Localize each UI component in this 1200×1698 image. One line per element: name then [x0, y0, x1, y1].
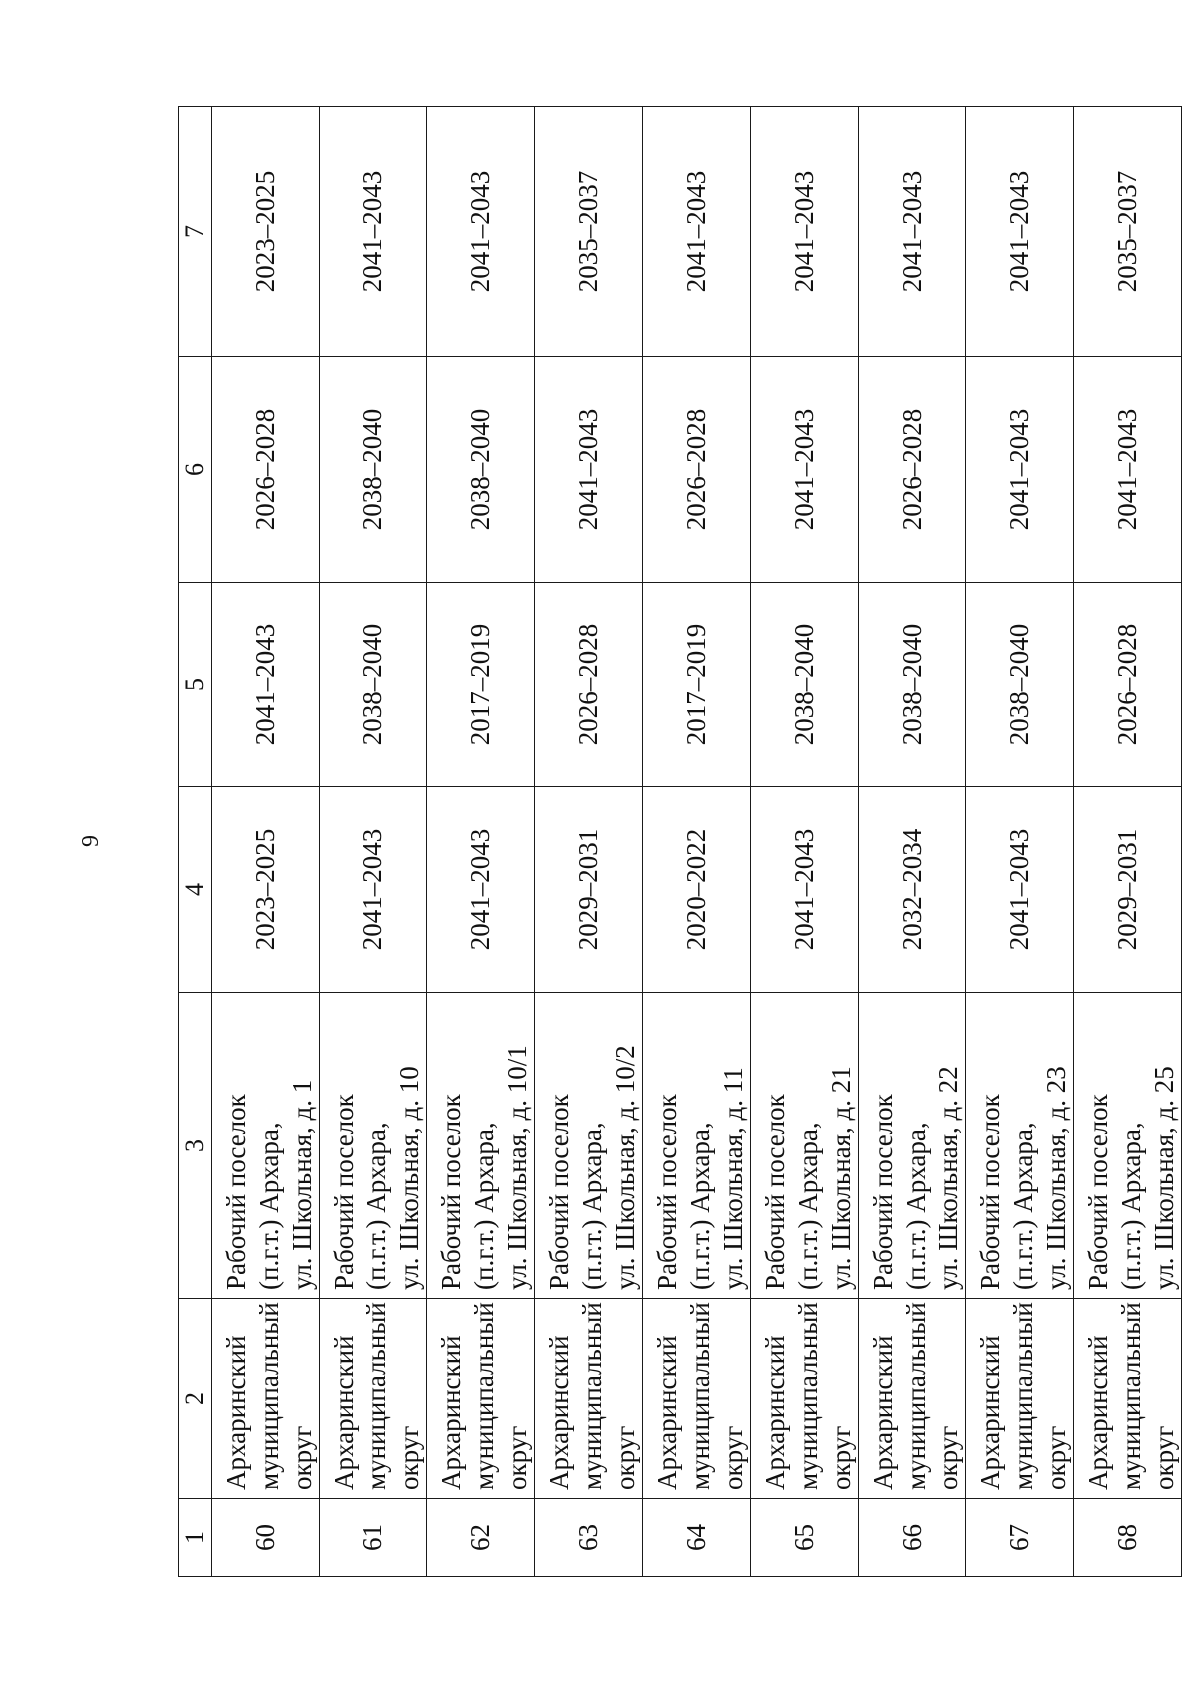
row-number-cell: 68 — [1074, 1499, 1182, 1577]
district-cell-line: муниципальный — [684, 1302, 715, 1490]
row-number-cell: 61 — [319, 1499, 427, 1577]
header-col-1: 1 — [179, 1499, 212, 1577]
col7-period-cell: 2023–2025 — [211, 107, 319, 357]
col5-period-cell: 2038–2040 — [319, 583, 427, 787]
col6-period-cell: 2041–2043 — [535, 357, 643, 583]
header-col-2: 2 — [179, 1299, 212, 1499]
table-row — [642, 107, 750, 1577]
address-cell-line: (п.г.т.) Архара, — [1116, 1122, 1147, 1290]
district-cell-line: Архаринский — [975, 1335, 1006, 1490]
row-number-cell: 65 — [750, 1499, 858, 1577]
address-cell — [750, 993, 858, 1299]
district-cell — [319, 1299, 427, 1499]
col7-period-cell: 2035–2037 — [535, 107, 643, 357]
address-cell — [966, 993, 1074, 1299]
col6-period-cell: 2026–2028 — [858, 357, 966, 583]
col4-period-cell: 2032–2034 — [858, 787, 966, 993]
address-cell-line: Рабочий поселок — [759, 1094, 790, 1290]
district-cell — [642, 1299, 750, 1499]
col4-period-cell: 2041–2043 — [966, 787, 1074, 993]
col4-period-cell: 2029–2031 — [535, 787, 643, 993]
col7-period-cell: 2041–2043 — [966, 107, 1074, 357]
district-cell-line: Архаринский — [220, 1335, 251, 1490]
district-cell-line: округ — [1041, 1425, 1072, 1490]
row-number-cell: 64 — [642, 1499, 750, 1577]
district-cell-line: муниципальный — [1116, 1302, 1147, 1490]
district-cell — [750, 1299, 858, 1499]
district-cell-line: Архаринский — [651, 1335, 682, 1490]
address-cell-line: Рабочий поселок — [328, 1094, 359, 1290]
table-row — [1074, 107, 1182, 1577]
table-row — [319, 107, 427, 1577]
address-cell-line: Рабочий поселок — [220, 1094, 251, 1290]
col6-period-cell: 2026–2028 — [642, 357, 750, 583]
address-cell-line: (п.г.т.) Архара, — [1008, 1122, 1039, 1290]
col6-period-cell: 2041–2043 — [1074, 357, 1182, 583]
address-cell — [319, 993, 427, 1299]
address-cell-line: ул. Школьная, д. 11 — [717, 1067, 748, 1290]
header-col-6: 6 — [179, 357, 212, 583]
address-cell-line: ул. Школьная, д. 10/1 — [502, 1045, 533, 1290]
schedule-table — [178, 106, 1182, 1577]
district-cell-line: муниципальный — [792, 1302, 823, 1490]
col7-period-cell: 2041–2043 — [427, 107, 535, 357]
col4-period-cell: 2023–2025 — [211, 787, 319, 993]
district-cell — [858, 1299, 966, 1499]
table-body — [211, 107, 1181, 1577]
col5-period-cell: 2026–2028 — [1074, 583, 1182, 787]
address-cell-line: (п.г.т.) Архара, — [469, 1122, 500, 1290]
row-number-cell: 63 — [535, 1499, 643, 1577]
col7-period-cell: 2041–2043 — [750, 107, 858, 357]
col4-period-cell: 2029–2031 — [1074, 787, 1182, 993]
col5-period-cell: 2017–2019 — [427, 583, 535, 787]
district-cell-line: округ — [502, 1425, 533, 1490]
col7-period-cell: 2035–2037 — [1074, 107, 1182, 357]
col7-period-cell: 2041–2043 — [319, 107, 427, 357]
district-cell — [966, 1299, 1074, 1499]
district-cell — [211, 1299, 319, 1499]
district-cell-line: Архаринский — [759, 1335, 790, 1490]
address-cell-line: ул. Школьная, д. 21 — [825, 1066, 856, 1290]
header-col-3: 3 — [179, 993, 212, 1299]
col5-period-cell: 2026–2028 — [535, 583, 643, 787]
page-number: 9 — [78, 835, 104, 847]
table-row — [535, 107, 643, 1577]
address-cell — [642, 993, 750, 1299]
header-row — [179, 107, 212, 1577]
col4-period-cell: 2041–2043 — [319, 787, 427, 993]
col6-period-cell: 2026–2028 — [211, 357, 319, 583]
address-cell-line: (п.г.т.) Архара, — [900, 1122, 931, 1290]
row-number-cell: 60 — [211, 1499, 319, 1577]
address-cell-line: (п.г.т.) Архара, — [684, 1122, 715, 1290]
col4-period-cell: 2020–2022 — [642, 787, 750, 993]
col5-period-cell: 2038–2040 — [750, 583, 858, 787]
district-cell-line: муниципальный — [361, 1302, 392, 1490]
rotated-table-container — [178, 107, 1178, 1577]
address-cell-line: Рабочий поселок — [544, 1094, 575, 1290]
address-cell — [535, 993, 643, 1299]
district-cell-line: Архаринский — [436, 1335, 467, 1490]
col4-period-cell: 2041–2043 — [750, 787, 858, 993]
row-number-cell: 66 — [858, 1499, 966, 1577]
address-cell-line: Рабочий поселок — [975, 1094, 1006, 1290]
address-cell — [427, 993, 535, 1299]
address-cell-line: ул. Школьная, д. 23 — [1041, 1066, 1072, 1290]
district-cell-line: округ — [1149, 1425, 1180, 1490]
district-cell-line: муниципальный — [577, 1302, 608, 1490]
col5-period-cell: 2038–2040 — [966, 583, 1074, 787]
table-row — [750, 107, 858, 1577]
header-col-4: 4 — [179, 787, 212, 993]
col6-period-cell: 2038–2040 — [427, 357, 535, 583]
col5-period-cell: 2017–2019 — [642, 583, 750, 787]
address-cell-line: Рабочий поселок — [651, 1094, 682, 1290]
district-cell — [1074, 1299, 1182, 1499]
address-cell-line: Рабочий поселок — [867, 1094, 898, 1290]
district-cell — [427, 1299, 535, 1499]
district-cell-line: Архаринский — [867, 1335, 898, 1490]
table-row — [858, 107, 966, 1577]
col7-period-cell: 2041–2043 — [858, 107, 966, 357]
table-row — [966, 107, 1074, 1577]
address-cell-line: ул. Школьная, д. 10/2 — [610, 1045, 641, 1290]
district-cell-line: Архаринский — [544, 1335, 575, 1490]
district-cell-line: округ — [825, 1425, 856, 1490]
address-cell-line: (п.г.т.) Архара, — [253, 1122, 284, 1290]
col7-period-cell: 2041–2043 — [642, 107, 750, 357]
district-cell — [535, 1299, 643, 1499]
address-cell-line: (п.г.т.) Архара, — [792, 1122, 823, 1290]
col5-period-cell: 2041–2043 — [211, 583, 319, 787]
table-row — [427, 107, 535, 1577]
col4-period-cell: 2041–2043 — [427, 787, 535, 993]
address-cell — [858, 993, 966, 1299]
address-cell-line: Рабочий поселок — [436, 1094, 467, 1290]
district-cell-line: муниципальный — [469, 1302, 500, 1490]
address-cell-line: ул. Школьная, д. 1 — [286, 1079, 317, 1290]
address-cell — [211, 993, 319, 1299]
address-cell-line: ул. Школьная, д. 25 — [1149, 1066, 1180, 1290]
address-cell-line: ул. Школьная, д. 22 — [933, 1066, 964, 1290]
district-cell-line: округ — [394, 1425, 425, 1490]
district-cell-line: округ — [933, 1425, 964, 1490]
address-cell-line: (п.г.т.) Архара, — [361, 1122, 392, 1290]
header-col-5: 5 — [179, 583, 212, 787]
district-cell-line: муниципальный — [1008, 1302, 1039, 1490]
address-cell-line: Рабочий поселок — [1083, 1094, 1114, 1290]
district-cell-line: муниципальный — [253, 1302, 284, 1490]
address-cell-line: ул. Школьная, д. 10 — [394, 1066, 425, 1290]
col6-period-cell: 2041–2043 — [750, 357, 858, 583]
row-number-cell: 62 — [427, 1499, 535, 1577]
district-cell-line: муниципальный — [900, 1302, 931, 1490]
district-cell-line: округ — [717, 1425, 748, 1490]
district-cell-line: Архаринский — [1083, 1335, 1114, 1490]
district-cell-line: округ — [610, 1425, 641, 1490]
col6-period-cell: 2038–2040 — [319, 357, 427, 583]
table-row — [211, 107, 319, 1577]
address-cell-line: (п.г.т.) Архара, — [577, 1122, 608, 1290]
header-col-7: 7 — [179, 107, 212, 357]
district-cell-line: округ — [286, 1425, 317, 1490]
col6-period-cell: 2041–2043 — [966, 357, 1074, 583]
district-cell-line: Архаринский — [328, 1335, 359, 1490]
address-cell — [1074, 993, 1182, 1299]
row-number-cell: 67 — [966, 1499, 1074, 1577]
col5-period-cell: 2038–2040 — [858, 583, 966, 787]
